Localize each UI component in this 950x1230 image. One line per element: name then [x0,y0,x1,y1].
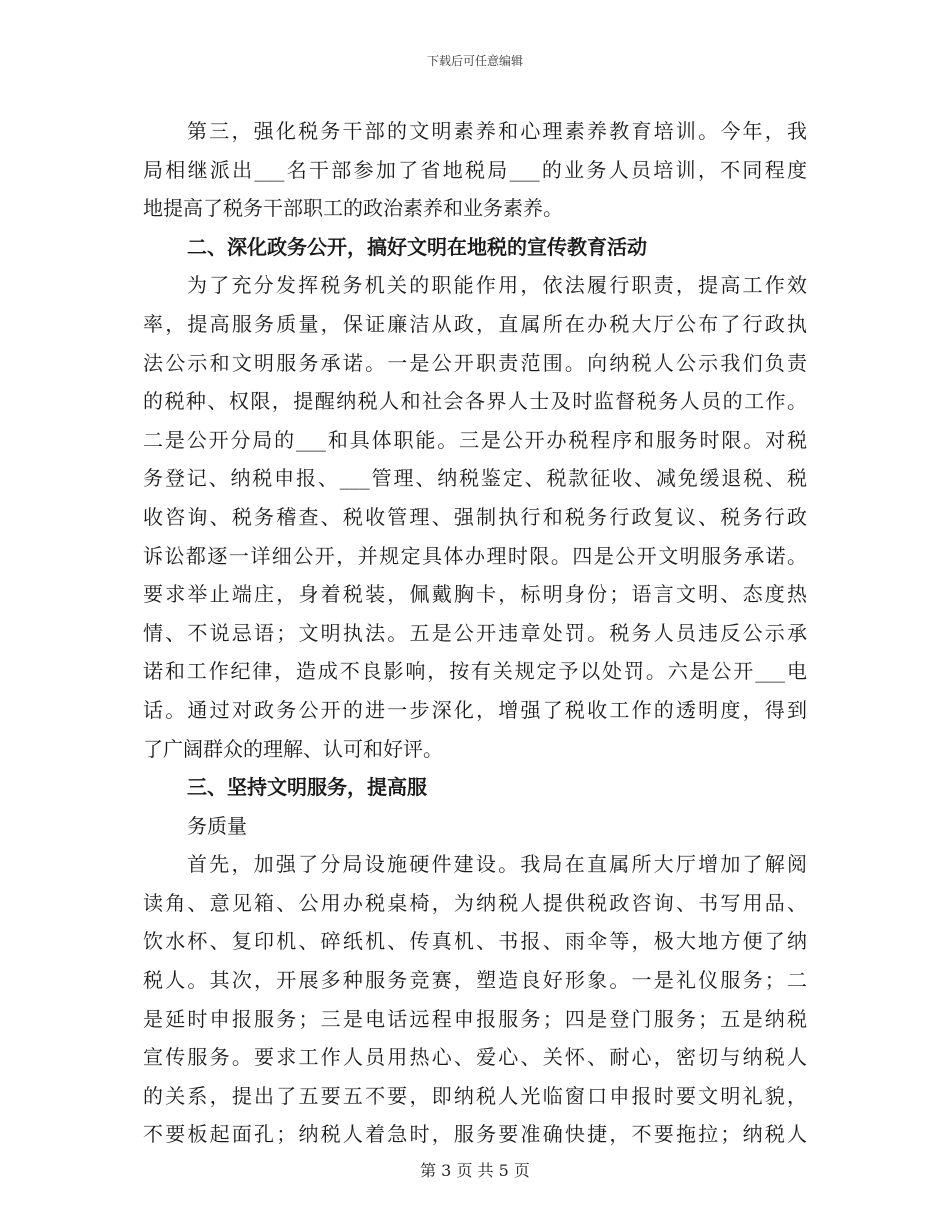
body-text-line: 饮水杯、复印机、碎纸机、传真机、书报、雨伞等，极大地方便了纳 [143,929,807,954]
body-text-line: 务质量 [187,813,247,838]
body-text-line: 不要板起面孔；纳税人着急时，服务要准确快捷，不要拖拉；纳税人 [143,1122,807,1147]
body-text-line: 为了充分发挥税务机关的职能作用，依法履行职责，提高工作效 [187,273,807,298]
body-text-line: 二是公开分局的___和具体职能。三是公开办税程序和服务时限。对税 [143,427,807,452]
body-text-line: 局相继派出___名干部参加了省地税局___的业务人员培训，不同程度 [143,157,807,182]
body-text-line: 税人。其次，开展多种服务竞赛，塑造良好形象。一是礼仪服务；二 [143,968,807,993]
body-text-line: 首先，加强了分局设施硬件建设。我局在直属所大厅增加了解阅 [187,852,807,877]
body-text-line: 情、不说忌语；文明执法。五是公开违章处罚。税务人员违反公示承 [143,620,807,645]
body-text-line: 了广阔群众的理解、认可和好评。 [143,736,443,761]
body-text-line: 读角、意见箱、公用办税桌椅，为纳税人提供税政咨询、书写用品、 [143,890,807,915]
document-body [143,112,807,1154]
body-text-line: 要求举止端庄，身着税装，佩戴胸卡，标明身份；语言文明、态度热 [143,582,807,607]
body-text-line: 话。通过对政务公开的进一步深化，增强了税收工作的透明度，得到 [143,697,807,722]
body-text-line: 是延时申报服务；三是电话远程申报服务；四是登门服务；五是纳税 [143,1006,807,1031]
body-text-line: 第三，强化税务干部的文明素养和心理素养教育培训。今年，我 [187,119,807,143]
body-text-line: 收咨询、税务稽查、税收管理、强制执行和税务行政复议、税务行政 [143,504,807,529]
section-heading: 二、深化政务公开，搞好文明在地税的宣传教育活动 [187,234,647,259]
body-text-line: 率，提高服务质量，保证廉洁从政，直属所在办税大厅公布了行政执 [143,311,807,336]
section-heading: 三、坚持文明服务，提高服 [187,775,427,800]
body-text-line: 的关系，提出了五要五不要，即纳税人光临窗口申报时要文明礼貌， [143,1083,807,1108]
body-text-line: 宣传服务。要求工作人员用热心、爱心、关怀、耐心，密切与纳税人 [143,1045,807,1070]
page-header: 下载后可任意编辑 [426,54,523,68]
body-text-line: 法公示和文明服务承诺。一是公开职责范围。向纳税人公示我们负责 [143,350,807,375]
body-text-line: 务登记、纳税申报、___管理、纳税鉴定、税款征收、减免缓退税、税 [143,466,807,491]
body-text-line: 诺和工作纪律，造成不良影响，按有关规定予以处罚。六是公开___电 [143,659,807,684]
page-footer: 第 3 页 共 5 页 [420,1161,530,1180]
body-text-line: 的税种、权限，提醒纳税人和社会各界人士及时监督税务人员的工作。 [143,389,807,414]
body-text-line: 诉讼都逐一详细公开，并规定具体办理时限。四是公开文明服务承诺。 [143,543,807,568]
body-text-line: 地提高了税务干部职工的政治素养和业务素养。 [143,196,563,221]
